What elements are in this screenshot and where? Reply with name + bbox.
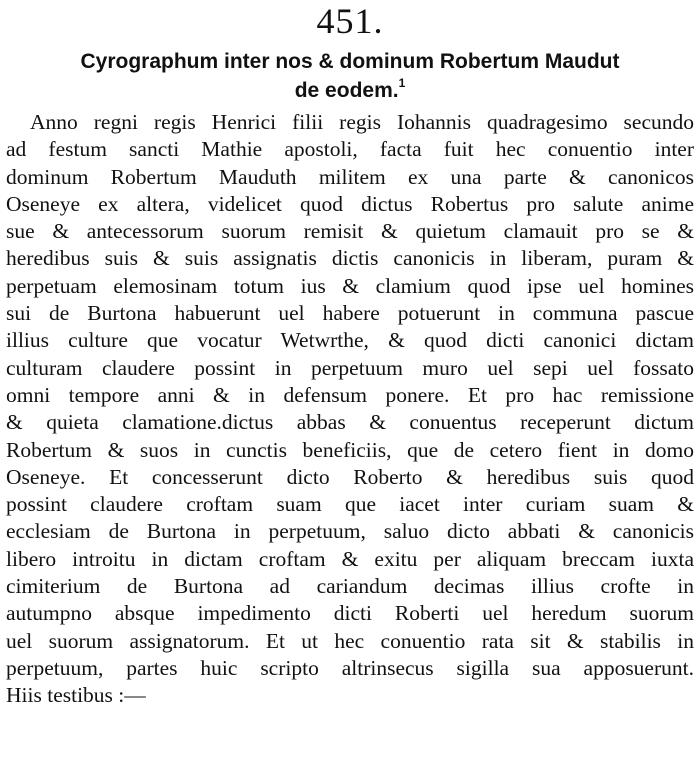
charter-heading <box>6 47 694 105</box>
body-line: sue & antecessorum suorum remisit & quietum clamauit pro se & <box>6 219 694 244</box>
body-line: libero introitu in dictam croftam & exitu per aliquam breccam iuxta <box>6 546 694 571</box>
heading-line-1: Cyrographum inter nos & dominum Robertum Maudut <box>80 50 620 73</box>
body-line: culturam claudere possint in perpetuum muro uel sepi uel fossato <box>6 355 694 380</box>
body-line: ecclesiam de Burtona in perpetuum, saluo dicto abbati & canonicis <box>6 519 694 544</box>
body-line: cimiterium de Burtona ad cariandum decimas illius crofte in <box>6 574 694 599</box>
body-line: autumpno absque impedimento dicti Roberti uel heredum suorum <box>6 601 694 626</box>
body-line: & quieta clamatione.dictus abbas & conuentus receperunt dictum <box>6 410 694 435</box>
body-line: possint claudere croftam suam que iacet inter curiam suam & <box>6 492 694 517</box>
body-line: perpetuum, partes huic scripto altrinsecus sigilla sua apposuerunt. <box>6 655 694 680</box>
body-line: perpetuam elemosinam totum ius & clamium quod ipse uel homines <box>6 273 694 298</box>
body-line: uel suorum assignatorum. Et ut hec conuentio rata sit & stabilis in <box>6 628 694 653</box>
heading-line-2 <box>22 76 678 105</box>
body-line: Oseneye ex altera, videlicet quod dictus Robertus pro salute anime <box>6 191 694 216</box>
heading-line-2-text: de eodem. <box>294 79 399 102</box>
body-line: Hiis testibus :— <box>6 683 146 708</box>
body-line: sui de Burtona habuerunt uel habere potuerunt in communa pascue <box>6 301 694 326</box>
body-line: Oseneye. Et concesserunt dicto Roberto & heredibus suis quod <box>6 464 694 489</box>
body-line: ad festum sancti Mathie apostoli, facta fuit hec conuentio inter <box>6 137 694 162</box>
body-line: omni tempore anni & in defensum ponere. Et pro hac remissione <box>6 382 694 407</box>
footnote-marker: 1 <box>398 76 406 90</box>
charter-number: 451. <box>316 1 384 41</box>
body-line: heredibus suis & suis assignatis dictis canonicis in liberam, puram & <box>6 246 694 271</box>
body-line: dominum Robertum Mauduth militem ex una parte & canonicos <box>6 164 694 189</box>
body-line: Robertum & suos in cunctis beneficiis, que de cetero fient in domo <box>6 437 694 462</box>
body-line: illius culture que vocatur Wetwrthe, & quod dicti canonici dictam <box>6 328 694 353</box>
charter-body <box>6 109 694 710</box>
body-line: Anno regni regis Henrici filii regis Iohannis quadragesimo secundo <box>30 110 694 134</box>
